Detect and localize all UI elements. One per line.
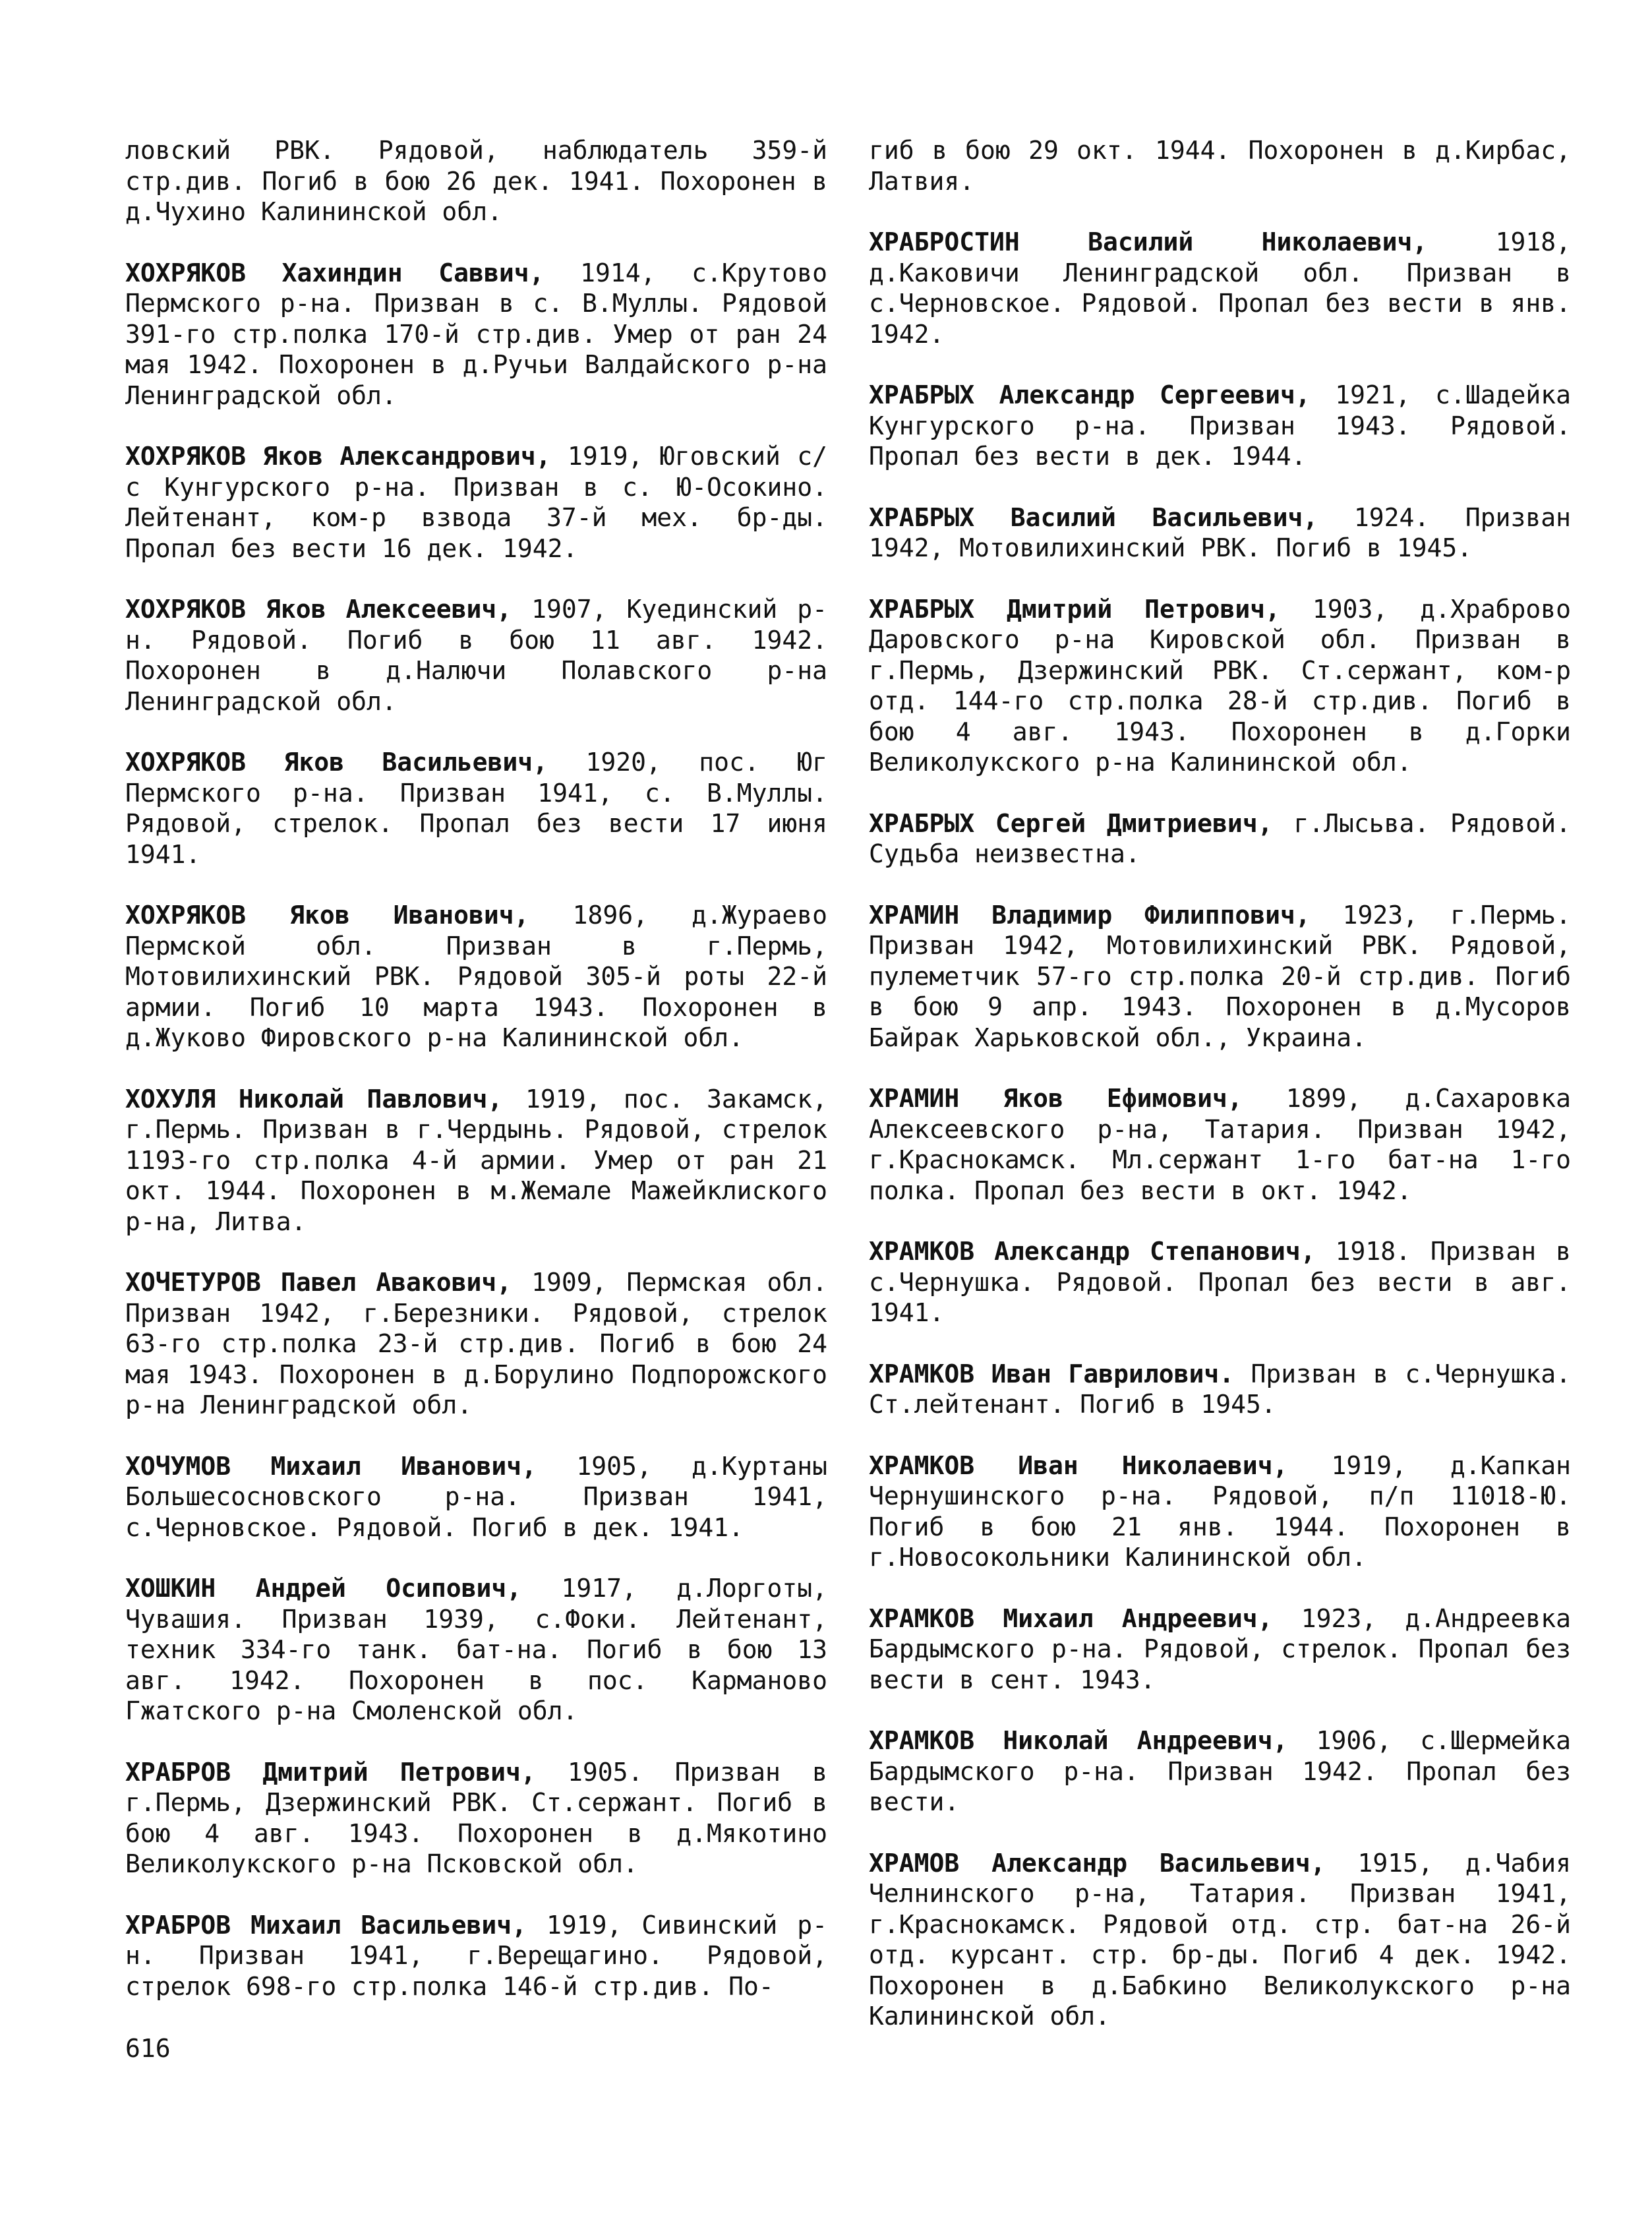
entry (125, 1451, 827, 1543)
entry (869, 1450, 1571, 1573)
entry-text: Призван в с.Чернушка. Ст.лейтенант. Погиб в 1945. (869, 1359, 1571, 1419)
entry-text: 1917, д.Лорготы, Чувашия. Призван 1939, с.Фоки. Лейтенант, техник 334-го танк. бат-на. Погиб в бою 13 авг. 1942. Похоронен в пос. Карманово Гжатского р-на Смоленской обл. (125, 1574, 827, 1725)
entry-text: ловский РВК. Рядовой, наблюдатель 359-й стр.див. Погиб в бою 26 дек. 1941. Похоронен в д.Чухино Калининской обл. (125, 136, 827, 226)
entry (125, 1757, 827, 1880)
entry-name: ХОХРЯКОВ Яков Васильевич, (125, 748, 548, 777)
entry (869, 227, 1571, 349)
entry-text: 1919, д.Капкан Чернушинского р-на. Рядовой, п/п 11018-Ю. Погиб в бою 21 янв. 1944. Похоронен в г.Новосокольники Калининской обл. (869, 1450, 1571, 1572)
entry-text: 1918, д.Каковичи Ленинградской обл. Призван в с.Черновское. Рядовой. Пропал без вести в янв. 1942. (869, 227, 1571, 349)
entry-text: 1909, Пермская обл. Призван 1942, г.Березники. Рядовой, стрелок 63-го стр.полка 23-й стр.див. Погиб в бою 24 мая 1943. Похоронен в д.Борулино Подпорожского р-на Ленинградской обл. (125, 1268, 828, 1419)
entry-text: 1923, д.Андреевка Бардымского р-на. Рядовой, стрелок. Пропал без вести в сент. 1943. (869, 1603, 1571, 1694)
entry-text: гиб в бою 29 окт. 1944. Похоронен в д.Кирбас, Латвия. (869, 136, 1571, 196)
entry-name: ХОЧУМОВ Михаил Иванович, (125, 1451, 537, 1481)
entry (125, 1910, 827, 2002)
entry-name: ХОХУЛЯ Николай Павлович, (125, 1084, 503, 1114)
entry (869, 1603, 1571, 1696)
entry-text: 1921, с.Шадейка Кунгурского р-на. Призван 1943. Рядовой. Пропал без вести в дек. 1944. (869, 380, 1571, 471)
entry (869, 594, 1571, 778)
entry (869, 1848, 1571, 2032)
entry-text: 1918. Призван в с.Чернушка. Рядовой. Пропал без вести в авг. 1941. (869, 1237, 1571, 1327)
right-column (869, 135, 1571, 2062)
entry (869, 1359, 1571, 1420)
entry-text: 1907, Куединский р-н. Рядовой. Погиб в бою 11 авг. 1942. Похоронен в д.Налючи Полавского р-на Ленинградской обл. (125, 595, 828, 716)
entry (125, 594, 827, 717)
entry (869, 502, 1571, 564)
entry (125, 1573, 827, 1727)
entry (869, 808, 1571, 870)
entry-name: ХРАМИН Владимир Филиппович, (869, 900, 1311, 930)
entry-text: 1896, д.Жураево Пермской обл. Призван в г.Пермь, Мотовилихинский РВК. Рядовой 305-й роты 22-й армии. Погиб 10 марта 1943. Похоронен в д.Жуково Фировского р-на Калининской обл. (125, 901, 827, 1052)
entry (869, 900, 1571, 1054)
entry-text: 1919, Сивинский р-н. Призван 1941, г.Верещагино. Рядовой, стрелок 698-го стр.полка 146-й стр.див. По- (125, 1910, 828, 2001)
entry (125, 441, 827, 564)
entry-name: ХОХРЯКОВ Яков Алексеевич, (125, 595, 512, 624)
entry-name: ХРАБРОВ Михаил Васильевич, (125, 1910, 527, 1940)
entry (869, 1236, 1571, 1328)
entry-name: ХРАМИН Яков Ефимович, (869, 1084, 1243, 1113)
entry (125, 1267, 827, 1421)
entry-name: ХРАБРЫХ Василий Васильевич, (869, 502, 1318, 532)
entry (125, 1084, 827, 1237)
entry-name: ХОХРЯКОВ Яков Александрович, (125, 442, 551, 471)
entry-name: ХОЧЕТУРОВ Павел Авакович, (125, 1268, 512, 1297)
entry-text: 1914, с.Крутово Пермского р-на. Призван в с. В.Муллы. Рядовой 391-го стр.полка 170-й стр.див. Умер от ран 24 мая 1942. Похоронен в д.Ручьи Валдайского р-на Ленинградской обл. (125, 258, 827, 410)
entry-name: ХОХРЯКОВ Хахиндин Саввич, (125, 258, 545, 287)
entry (869, 380, 1571, 472)
entry-continuation (869, 135, 1571, 196)
entry-name: ХРАМКОВ Николай Андреевич, (869, 1726, 1288, 1755)
entry-name: ХРАМКОВ Александр Степанович, (869, 1237, 1316, 1266)
entry-text: 1920, пос. Юг Пермского р-на. Призван 1941, с. В.Муллы. Рядовой, стрелок. Пропал без вести 17 июня 1941. (125, 748, 828, 869)
entry-continuation (125, 135, 827, 227)
entry-name: ХРАМКОВ Иван Николаевич, (869, 1450, 1288, 1480)
entry-text: 1899, д.Сахаровка Алексеевского р-на, Татария. Призван 1942, г.Краснокамск. Мл.сержант 1-го бат-на 1-го полка. Пропал без вести в окт. 1942. (869, 1084, 1571, 1205)
entry-text: 1919, Юговский с/с Кунгурского р-на. Призван в с. Ю-Осокино. Лейтенант, ком-р взвода 37-й мех. бр-ды. Пропал без вести 16 дек. 1942. (125, 442, 827, 563)
entry-name: ХРАБРЫХ Дмитрий Петрович, (869, 594, 1281, 624)
entry-name: ХРАБРОВ Дмитрий Петрович, (125, 1757, 536, 1787)
entry-text: 1906, с.Шермейка Бардымского р-на. Призван 1942. Пропал без вести. (869, 1726, 1571, 1816)
entry-name: ХРАМКОВ Иван Гаврилович. (869, 1359, 1235, 1388)
left-column (125, 135, 827, 2032)
entry-text: 1905. Призван в г.Пермь, Дзержинский РВК. Ст.сержант. Погиб в бою 4 авг. 1943. Похоронен в д.Мякотино Великолукского р-на Псковской обл. (125, 1757, 827, 1878)
entry-name: ХРАБРЫХ Александр Сергеевич, (869, 380, 1311, 409)
entry (125, 747, 827, 870)
entry-name: ХРАБРОСТИН Василий Николаевич, (869, 227, 1428, 256)
entry-text: 1903, д.Храброво Даровского р-на Кировской обл. Призван в г.Пермь, Дзержинский РВК. Ст.сержант, ком-р отд. 144-го стр.полка 28-й стр.див. Погиб в бою 4 авг. 1943. Похоронен в д.Горки Великолукского р-на Калининской обл. (869, 594, 1571, 777)
entry-text: 1919, пос. Закамск, г.Пермь. Призван в г.Чердынь. Рядовой, стрелок 1193-го стр.полка 4-й армии. Умер от ран 21 окт. 1944. Похоронен в м.Жемале Мажейклиского р-на, Литва. (125, 1084, 827, 1236)
entry-text: 1924. Призван 1942, Мотовилихинский РВК. Погиб в 1945. (869, 502, 1571, 562)
entry-name: ХРАМОВ Александр Васильевич, (869, 1848, 1326, 1878)
entry-text: 1923, г.Пермь. Призван 1942, Мотовилихинский РВК. Рядовой, пулеметчик 57-го стр.полка 20-й стр.див. Погиб в бою 9 апр. 1943. Похоронен в д.Мусоров Байрак Харьковской обл., Украина. (869, 900, 1571, 1052)
entry-text: 1905, д.Куртаны Большесосновского р-на. Призван 1941, с.Черновское. Рядовой. Погиб в дек. 1941. (125, 1451, 827, 1542)
entry (869, 1725, 1571, 1818)
entry-name: ХРАМКОВ Михаил Андреевич, (869, 1603, 1273, 1633)
entry (125, 900, 827, 1054)
entry (125, 258, 827, 411)
entry-name: ХОШКИН Андрей Осипович, (125, 1574, 522, 1603)
entry-name: ХРАБРЫХ Сергей Дмитриевич, (869, 808, 1273, 838)
entry-name: ХОХРЯКОВ Яков Иванович, (125, 901, 529, 930)
page-number: 616 (125, 2034, 171, 2063)
entry-text: г.Лысьва. Рядовой. Судьба неизвестна. (869, 808, 1572, 868)
entry-text: 1915, д.Чабия Челнинского р-на, Татария. Призван 1941, г.Краснокамск. Рядовой отд. стр. бат-на 26-й отд. курсант. стр. бр-ды. Погиб 4 дек. 1942. Похоронен в д.Бабкино Великолукского р-на Калининской обл. (869, 1848, 1571, 2031)
entry (869, 1083, 1571, 1206)
